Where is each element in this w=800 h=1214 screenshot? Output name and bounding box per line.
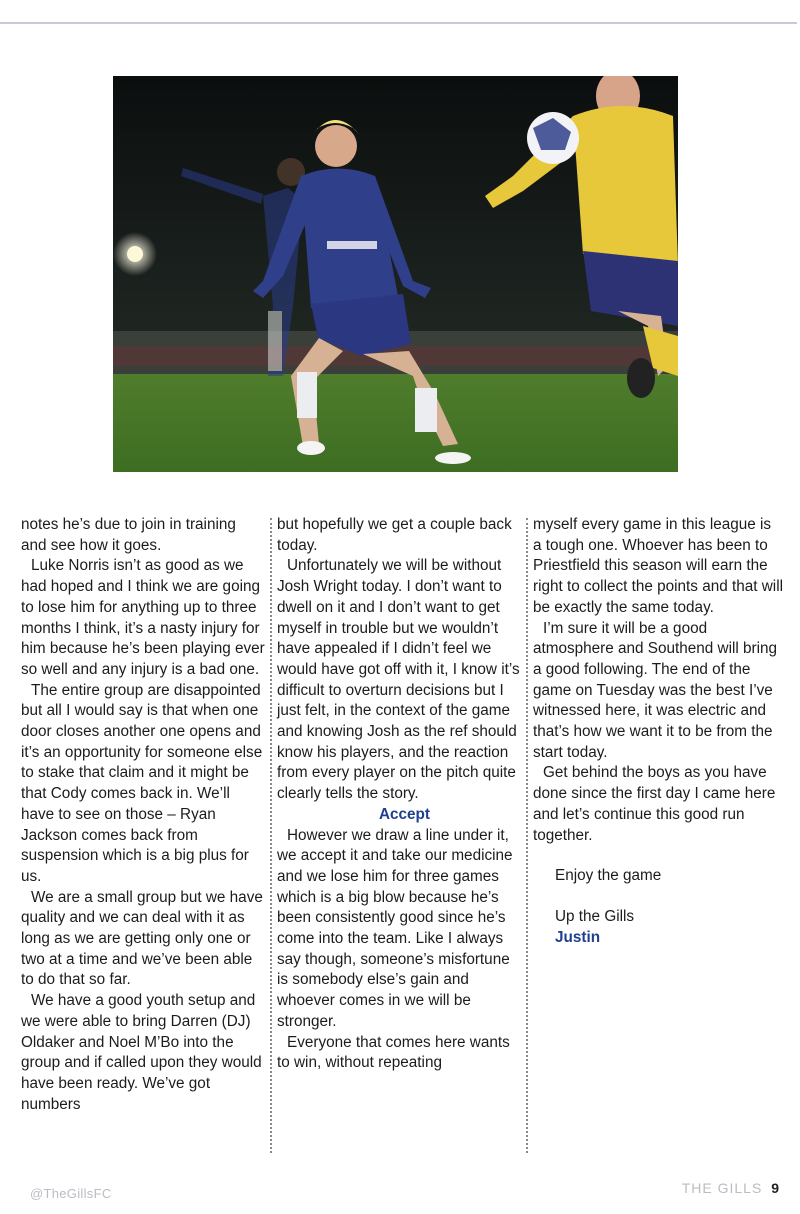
column-divider-2 <box>526 518 528 1153</box>
top-rule <box>0 22 797 24</box>
paragraph: Luke Norris isn’t as good as we had hoped and I think we are going to lose him for anything up to three months I think, it’s a nasty injury for him because he’s been playing ever so well and any injury is a bad one. <box>21 557 265 678</box>
section-heading: Accept <box>378 805 430 823</box>
paragraph: However we draw a line under it, we accept it and take our medicine and we lose him for three games which is a big blow because he’s been consistently good since he’s come into the team. Like I always say though, someone’s misfortune is somebody else’s gain and whoever comes in we will be stronger. <box>277 826 513 1030</box>
article-column-1 <box>21 515 265 1115</box>
article-column-3 <box>533 515 783 948</box>
spacer <box>533 846 783 866</box>
paragraph: notes he’s due to join in training and see how it goes. <box>21 516 236 554</box>
publication-name: THE GILLS <box>681 1180 763 1196</box>
author-name: Justin <box>555 928 601 946</box>
spacer <box>533 887 783 907</box>
paragraph: We are a small group but we have quality and we can deal with it as long as we are getting only one or two at a time and we’ve been able to do that so far. <box>21 888 263 989</box>
paragraph: myself every game in this league is a tough one. Whoever has been to Priestfield this season will earn the right to collect the points and that will be exactly the same today. <box>533 516 783 616</box>
paragraph: Get behind the boys as you have done since the first day I came here and let’s continue this good run together. <box>533 764 776 844</box>
social-handle: @TheGillsFC <box>30 1186 112 1201</box>
paragraph: but hopefully we get a couple back today. <box>277 516 512 554</box>
paragraph: I’m sure it will be a good atmosphere and Southend will bring a good following. The end of the game on Tuesday was the best I’ve witnessed here, it was electric and that’s how we want it to be from the start today. <box>533 619 778 761</box>
page-number: 9 <box>771 1180 780 1196</box>
signoff-line: Enjoy the game <box>555 867 662 885</box>
signoff-line: Up the Gills <box>555 907 635 925</box>
paragraph: Everyone that comes here wants to win, without repeating <box>277 1033 510 1072</box>
paragraph: Unfortunately we will be without Josh Wright today. I don’t want to dwell on it and I don’t want to get myself in trouble but we wouldn’t have appealed if I didn’t feel we would have got off with it, I know it’s difficult to overturn decisions but I just felt, in the context of the game and knowing Josh as the ref should know his players, and the reaction from every player on the pitch quite clearly tells the story. <box>277 557 520 803</box>
article-column-2 <box>277 515 522 1074</box>
column-divider-1 <box>270 518 272 1153</box>
paragraph: The entire group are disappointed but all I would say is that when one door closes another one opens and it’s an opportunity for someone else to stake that claim and it might be that Cody comes back in. We’ll have to see on those – Ryan Jackson comes back from suspension which is a big plus for us. <box>21 681 263 885</box>
paragraph: We have a good youth setup and we were able to bring Darren (DJ) Oldaker and Noel M’Bo into the group and if called upon they would have been ready. We’ve got numbers <box>21 992 262 1113</box>
match-photo <box>113 76 678 472</box>
football-match-photo-icon <box>113 76 678 472</box>
page-footer <box>682 1180 780 1196</box>
